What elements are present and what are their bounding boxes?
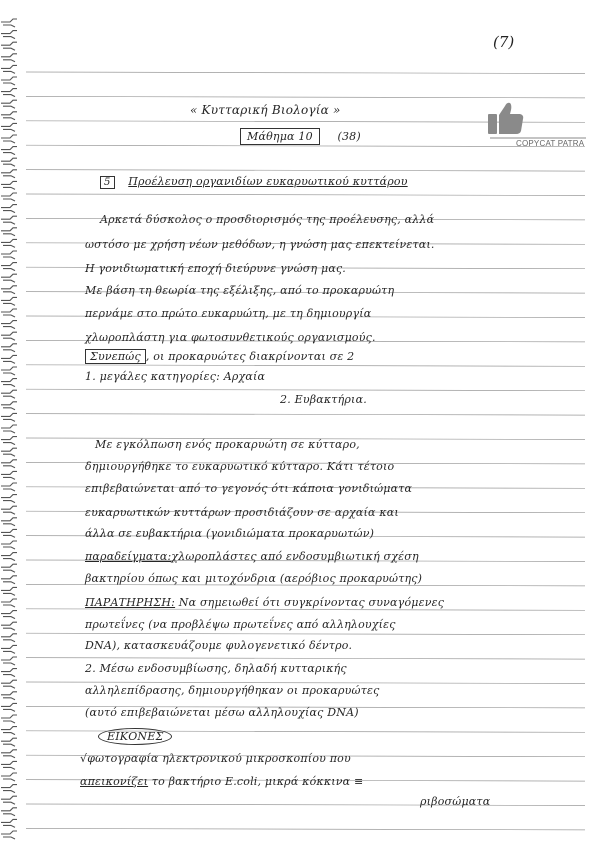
ruled-line	[26, 414, 585, 416]
logo-caption: COPYCAT PATRA	[516, 139, 585, 148]
note-line: DNA), κατασκευάζουμε φυλογενετικό δέντρο.	[85, 639, 353, 652]
line-text: , οι προκαρυώτες διακρίνονται σε 2	[145, 350, 355, 363]
note-line: 2. Ευβακτήρια.	[280, 393, 367, 406]
ruled-line	[26, 633, 585, 635]
underlined-word: ΠΑΡΑΤΗΡΗΣΗ:	[85, 596, 176, 609]
thumbs-up-icon	[488, 103, 523, 134]
note-line: 1. μεγάλες κατηγορίες: Αρχαία	[85, 370, 266, 383]
page-number: (7)	[493, 33, 515, 51]
note-line	[80, 775, 363, 788]
note-line: Η γονιδιωματική εποχή διεύρυνε γνώση μας.	[85, 262, 347, 275]
note-line	[98, 730, 172, 743]
ruled-line	[26, 72, 585, 74]
page-title: « Κυτταρική Βιολογία »	[190, 103, 341, 117]
note-line: 2. Μέσω ενδοσυμβίωσης, δηλαδή κυτταρικής	[85, 662, 347, 675]
note-line: Με βάση τη θεωρία της εξέλιξης, από το προκαρυώτη	[85, 284, 395, 297]
note-line: (αυτό επιβεβαιώνεται μέσω αλληλουχίας DNA)	[85, 706, 359, 719]
lesson-header	[240, 128, 361, 145]
note-line: √φωτογραφία ηλεκτρονικού μικροσκοπίου που	[80, 752, 351, 765]
section-title: Προέλευση οργανιδίων ευκαρυωτικού κυττάρου	[128, 175, 408, 188]
note-line	[85, 350, 354, 363]
note-line: ευκαρυωτικών κυττάρων προσιδιάζουν σε αρχαία και	[85, 506, 399, 519]
line-text: το βακτήριο E.coli, μικρά κόκκινα ≡	[148, 775, 364, 788]
ruled-line	[26, 365, 585, 367]
note-line: αλληλεπίδρασης, δημιουργήθηκαν οι προκαρυώτες	[85, 684, 380, 697]
ruled-line	[26, 609, 585, 611]
note-line	[85, 550, 419, 563]
note-line: άλλα σε ευβακτήρια (γονιδιώματα προκαρυωτών)	[85, 527, 375, 540]
section-heading	[100, 175, 408, 189]
line-text: Να σημειωθεί ότι συγκρίνοντας συναγόμενες	[175, 596, 445, 609]
ruled-line	[26, 170, 585, 172]
boxed-word: Συνεπώς	[85, 349, 146, 364]
note-line: Με εγκόλπωση ενός προκαρυώτη σε κύτταρο,	[95, 438, 360, 451]
note-line: δημιουργήθηκε το ευκαρυωτικό κύτταρο. Κάτι τέτοιο	[85, 460, 395, 473]
underlined-word: παραδείγματα:	[85, 550, 172, 563]
ruled-line	[26, 828, 585, 830]
note-line: περνάμε στο πρώτο ευκαρυώτη, με τη δημιουργία	[85, 307, 372, 320]
ruled-line	[26, 389, 585, 391]
lesson-label: Μάθημα 10	[240, 128, 320, 145]
note-line: ωστόσο με χρήση νέων μεθόδων, η γνώση μας επεκτείνεται.	[85, 238, 435, 251]
note-line: επιβεβαιώνεται από το γεγονός ότι κάποια γονιδιώματα	[85, 482, 413, 495]
note-line: ριβοσώματα	[420, 795, 491, 808]
underlined-word: απεικονίζει	[80, 775, 149, 788]
note-line: πρωτεΐνες (να προβλέψω πρωτεΐνες από αλληλουχίες	[85, 618, 396, 631]
ruled-line	[26, 194, 585, 196]
ruled-line	[26, 96, 585, 98]
note-line	[85, 596, 444, 609]
ruled-line	[26, 658, 585, 660]
note-line: Αρκετά δύσκολος ο προσδιορισμός της προέλευσης, αλλά	[100, 213, 435, 226]
ruled-line	[26, 804, 585, 806]
section-number: 5	[100, 176, 115, 189]
lesson-number: (38)	[337, 130, 361, 143]
note-line: βακτηρίου όπως και μιτοχόνδρια (αερόβιος προκαρυώτης)	[85, 572, 423, 585]
line-text: χλωροπλάστες από ενδοσυμβιωτική σχέση	[171, 550, 419, 563]
circled-heading: ΕΙΚΟΝΕΣ	[98, 728, 172, 745]
note-line: χλωροπλάστη για φωτοσυνθετικούς οργανισμούς.	[85, 331, 376, 344]
